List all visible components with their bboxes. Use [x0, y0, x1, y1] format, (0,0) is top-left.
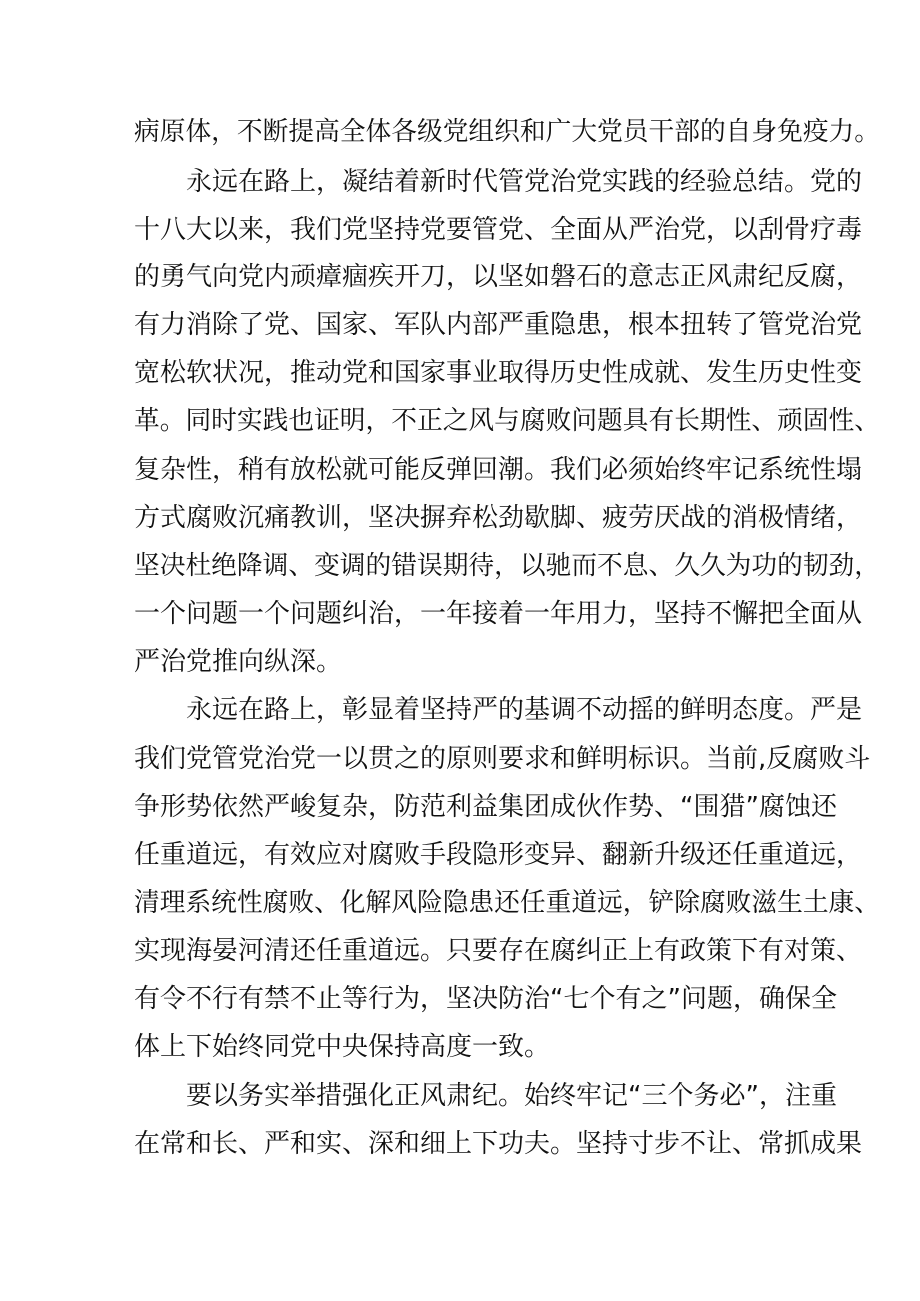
text-line: 争形势依然严峻复杂，防范利益集团成伙作势、“围猎”腐蚀还 [134, 792, 837, 822]
text-line: 革。同时实践也证明，不正之风与腐败问题具有长期性、顽固性、 [134, 406, 881, 436]
text-line: 有令不行有禁不止等行为，坚决防治“七个有之”问题，确保全 [134, 984, 837, 1014]
text-line: 复杂性，稍有放松就可能反弹回潮。我们必须始终牢记系统性塌 [134, 455, 863, 485]
text-line: 严治党推向纵深。 [134, 647, 343, 677]
text-line: 方式腐败沉痛教训，坚决摒弃松劲歇脚、疲劳厌战的消极情绪， [134, 503, 863, 533]
text-line: 坚决杜绝降调、变调的错误期待，以驰而不息、久久为功的韧劲， [134, 551, 881, 581]
text-line: 有力消除了党、国家、军队内部严重隐患，根本扭转了管党治党 [134, 310, 863, 340]
text-line: 在常和长、严和实、深和细上下功夫。坚持寸步不让、常抓成果 [134, 1129, 863, 1159]
text-line: 病原体，不断提高全体各级党组织和广大党员干部的自身免疫力。 [134, 117, 881, 147]
paragraph-first-line: 永远在路上，彰显着坚持严的基调不动摇的鲜明态度。严是 [186, 695, 863, 725]
text-line: 十八大以来，我们党坚持党要管党、全面从严治党，以刮骨疗毒 [134, 215, 863, 245]
paragraph-first-line: 永远在路上，凝结着新时代管党治党实践的经验总结。党的 [186, 167, 863, 197]
text-line: 体上下始终同党中央保持高度一致。 [134, 1032, 551, 1062]
text-line: 我们党管党治党一以贯之的原则要求和鲜明标识。当前,反腐败斗 [134, 744, 871, 774]
text-line: 宽松软状况，推动党和国家事业取得历史性成就、发生历史性变 [134, 358, 863, 388]
text-line: 一个问题一个问题纠治，一年接着一年用力，坚持不懈把全面从 [134, 599, 863, 629]
text-line: 清理系统性腐败、化解风险隐患还任重道远，铲除腐败滋生土康、 [134, 888, 881, 918]
text-line: 实现海晏河清还任重道远。只要存在腐纠正上有政策下有对策、 [134, 936, 863, 966]
text-line: 的勇气向党内顽瘴痼疾开刀，以坚如磐石的意志正风肃纪反腐， [134, 262, 863, 292]
paragraph-first-line: 要以务实举措强化正风肃纪。始终牢记“三个务必”，注重 [186, 1081, 837, 1111]
text-line: 任重道远，有效应对腐败手段隐形变异、翻新升级还任重道远， [134, 840, 863, 870]
